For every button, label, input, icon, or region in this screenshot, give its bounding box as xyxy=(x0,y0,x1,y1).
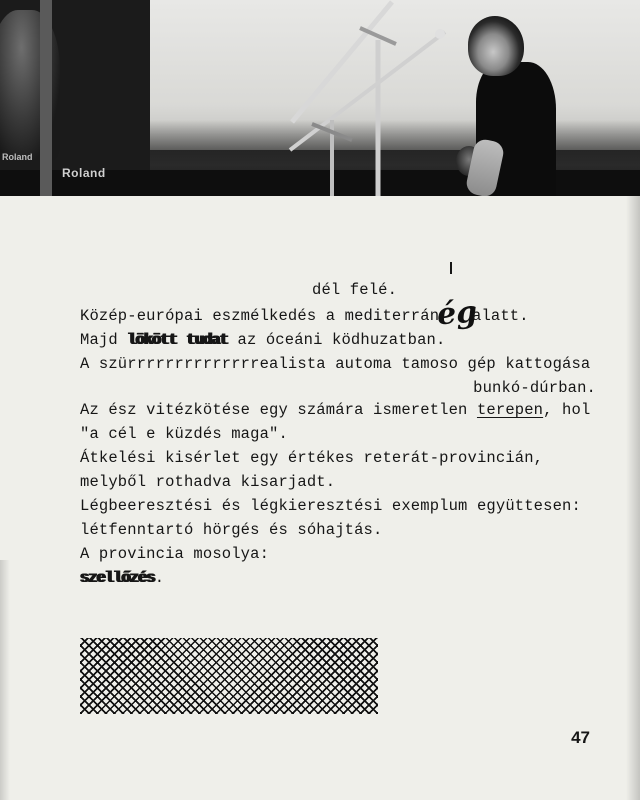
poem-line-3: A szürrrrrrrrrrrrrrealista automa tamoso gép kattogása xyxy=(80,355,591,373)
concert-photograph xyxy=(0,0,640,196)
poem-line-5: Az ész vitézkötése egy számára ismeretlen terepen, hol xyxy=(80,401,591,419)
handwritten-tick-mark xyxy=(450,262,452,274)
handwritten-insertion: ég xyxy=(435,294,479,333)
struck-word-2: tudat xyxy=(186,331,229,349)
poem-line-8: melyből rothadva kisarjadt. xyxy=(80,473,336,491)
poem-line-1: Közép-európai eszmélkedés a mediterrán xyxy=(80,307,440,325)
underlined-word: terepen xyxy=(476,401,544,419)
keyboard-brand-label: Roland xyxy=(62,166,106,180)
poem-line-1-end: alatt. xyxy=(472,307,529,325)
page-number: 47 xyxy=(571,728,590,747)
poem-line-0: dél felé. xyxy=(312,281,398,299)
poem-line-2: Majd lökött tudat az óceáni ködhuzatban. xyxy=(80,331,446,349)
struck-word-3: szellőzés xyxy=(80,569,155,587)
poem-line-7: Átkelési kisérlet egy értékes reterát-provincián, xyxy=(80,449,544,467)
crosshatch-pattern-block xyxy=(80,638,378,714)
keyboard-brand-label-small: Roland xyxy=(2,152,33,162)
poem-line-10: létfenntartó hörgés és sóhajtás. xyxy=(80,521,383,539)
struck-word-1: lökött xyxy=(127,331,178,349)
singer-head xyxy=(468,16,524,76)
poem-line-6: "a cél e küzdés maga". xyxy=(80,425,288,443)
poem-line-9: Légbeeresztési és légkieresztési exemplum együttesen: xyxy=(80,497,581,515)
poem-line-12: szellőzés. xyxy=(80,569,165,587)
poem-line-4: bunkó-dúrban. xyxy=(473,379,596,397)
poem-line-11: A provincia mosolya: xyxy=(80,545,270,563)
